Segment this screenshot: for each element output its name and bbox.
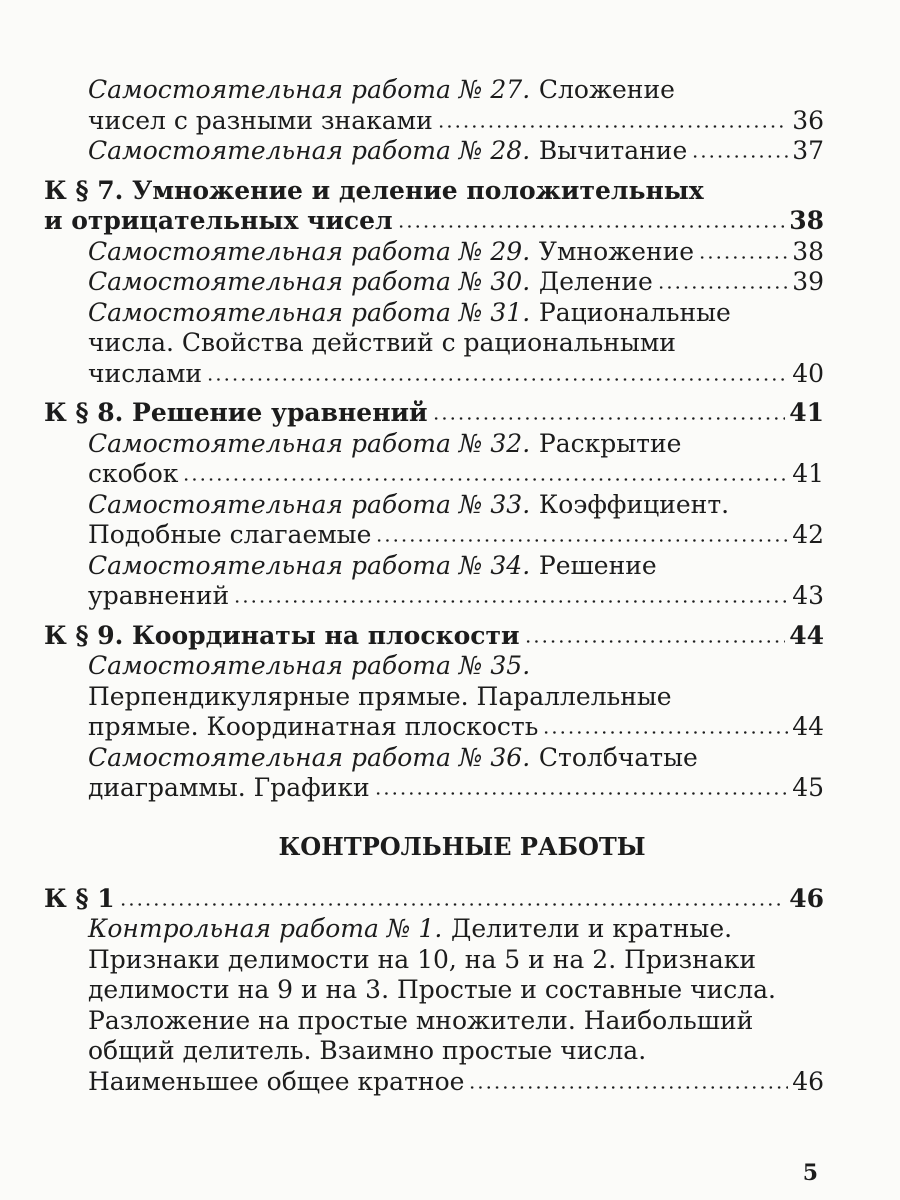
toc-entry: Самостоятельная работа № 29. Умножение 38 <box>88 236 824 266</box>
section-entry: К § 1 46 <box>44 883 824 913</box>
toc-entry: прямые. Координатная плоскость 44 <box>88 712 824 741</box>
toc-entry: Разложение на простые множители. Наибольший <box>88 1005 754 1035</box>
section-entry: и отрицательных чисел 38 <box>44 206 824 235</box>
toc-entry: Самостоятельная работа № 33. Коэффициент. <box>88 489 730 519</box>
toc-entry: Признаки делимости на 10, на 5 и на 2. Признаки <box>88 944 757 974</box>
toc-entry: Самостоятельная работа № 28. Вычитание 37 <box>88 136 824 165</box>
toc-entry: делимости на 9 и на 3. Простые и составные числа. <box>88 975 776 1004</box>
page-ref: 44 <box>789 620 824 650</box>
table-of-contents <box>44 75 824 1097</box>
toc-entry: чисел с разными знаками 36 <box>88 105 824 135</box>
dot-leader <box>524 640 786 643</box>
toc-entry: уравнений 43 <box>88 581 824 610</box>
page-number: 5 <box>802 1160 818 1186</box>
toc-entry: числами 40 <box>88 358 824 388</box>
dot-leader <box>182 478 788 481</box>
dot-leader <box>119 903 786 906</box>
page-ref: 43 <box>792 581 824 610</box>
toc-entry: Самостоятельная работа № 36. Столбчатые <box>88 742 698 772</box>
dot-leader <box>206 378 788 381</box>
page-ref: 41 <box>792 459 824 488</box>
dot-leader <box>698 256 788 259</box>
page-ref: 42 <box>792 520 824 549</box>
toc-entry: Самостоятельная работа № 32. Раскрытие <box>88 428 682 458</box>
toc-entry: Подобные слагаемые 42 <box>88 520 824 549</box>
page-ref: 36 <box>792 105 824 135</box>
page-ref: 46 <box>789 883 824 913</box>
page-ref: 45 <box>792 773 824 802</box>
dot-leader <box>432 417 786 420</box>
page-ref: 40 <box>792 358 824 388</box>
page-ref: 41 <box>789 398 824 427</box>
dot-leader <box>397 225 786 228</box>
page-ref: 38 <box>789 206 824 235</box>
page-ref: 39 <box>792 267 824 296</box>
toc-entry: Самостоятельная работа № 30. Деление 39 <box>88 267 824 296</box>
dot-leader <box>468 1086 788 1089</box>
section-entry: К § 8. Решение уравнений 41 <box>44 398 824 427</box>
toc-entry: Контрольная работа № 1. Делители и кратные. <box>88 914 733 943</box>
toc-entry: общий делитель. Взаимно простые числа. <box>88 1036 647 1065</box>
section-entry: К § 7. Умножение и деление положительных <box>44 175 704 205</box>
dot-leader <box>374 792 789 795</box>
dot-leader <box>657 286 788 289</box>
dot-leader <box>542 731 788 734</box>
section-heading: КОНТРОЛЬНЫЕ РАБОТЫ <box>278 831 646 861</box>
page-ref: 44 <box>792 712 824 741</box>
dot-leader <box>691 155 788 158</box>
section-entry: К § 9. Координаты на плоскости 44 <box>44 620 824 650</box>
dot-leader <box>375 539 788 542</box>
dot-leader <box>437 125 788 128</box>
page-ref: 37 <box>792 136 824 165</box>
toc-entry: скобок 41 <box>88 459 824 488</box>
toc-entry: Самостоятельная работа № 27. Сложение <box>88 75 675 104</box>
toc-entry: Наименьшее общее кратное 46 <box>88 1066 824 1096</box>
toc-entry: диаграммы. Графики 45 <box>88 773 824 802</box>
toc-entry: Перпендикулярные прямые. Параллельные <box>88 681 672 711</box>
dot-leader <box>233 600 788 603</box>
toc-entry: числа. Свойства действий с рациональными <box>88 328 676 357</box>
page-ref: 38 <box>792 236 824 266</box>
toc-entry: Самостоятельная работа № 31. Рациональные <box>88 297 731 327</box>
toc-entry: Самостоятельная работа № 34. Решение <box>88 550 657 580</box>
toc-entry: Самостоятельная работа № 35. <box>88 651 531 680</box>
page-ref: 46 <box>792 1066 824 1096</box>
